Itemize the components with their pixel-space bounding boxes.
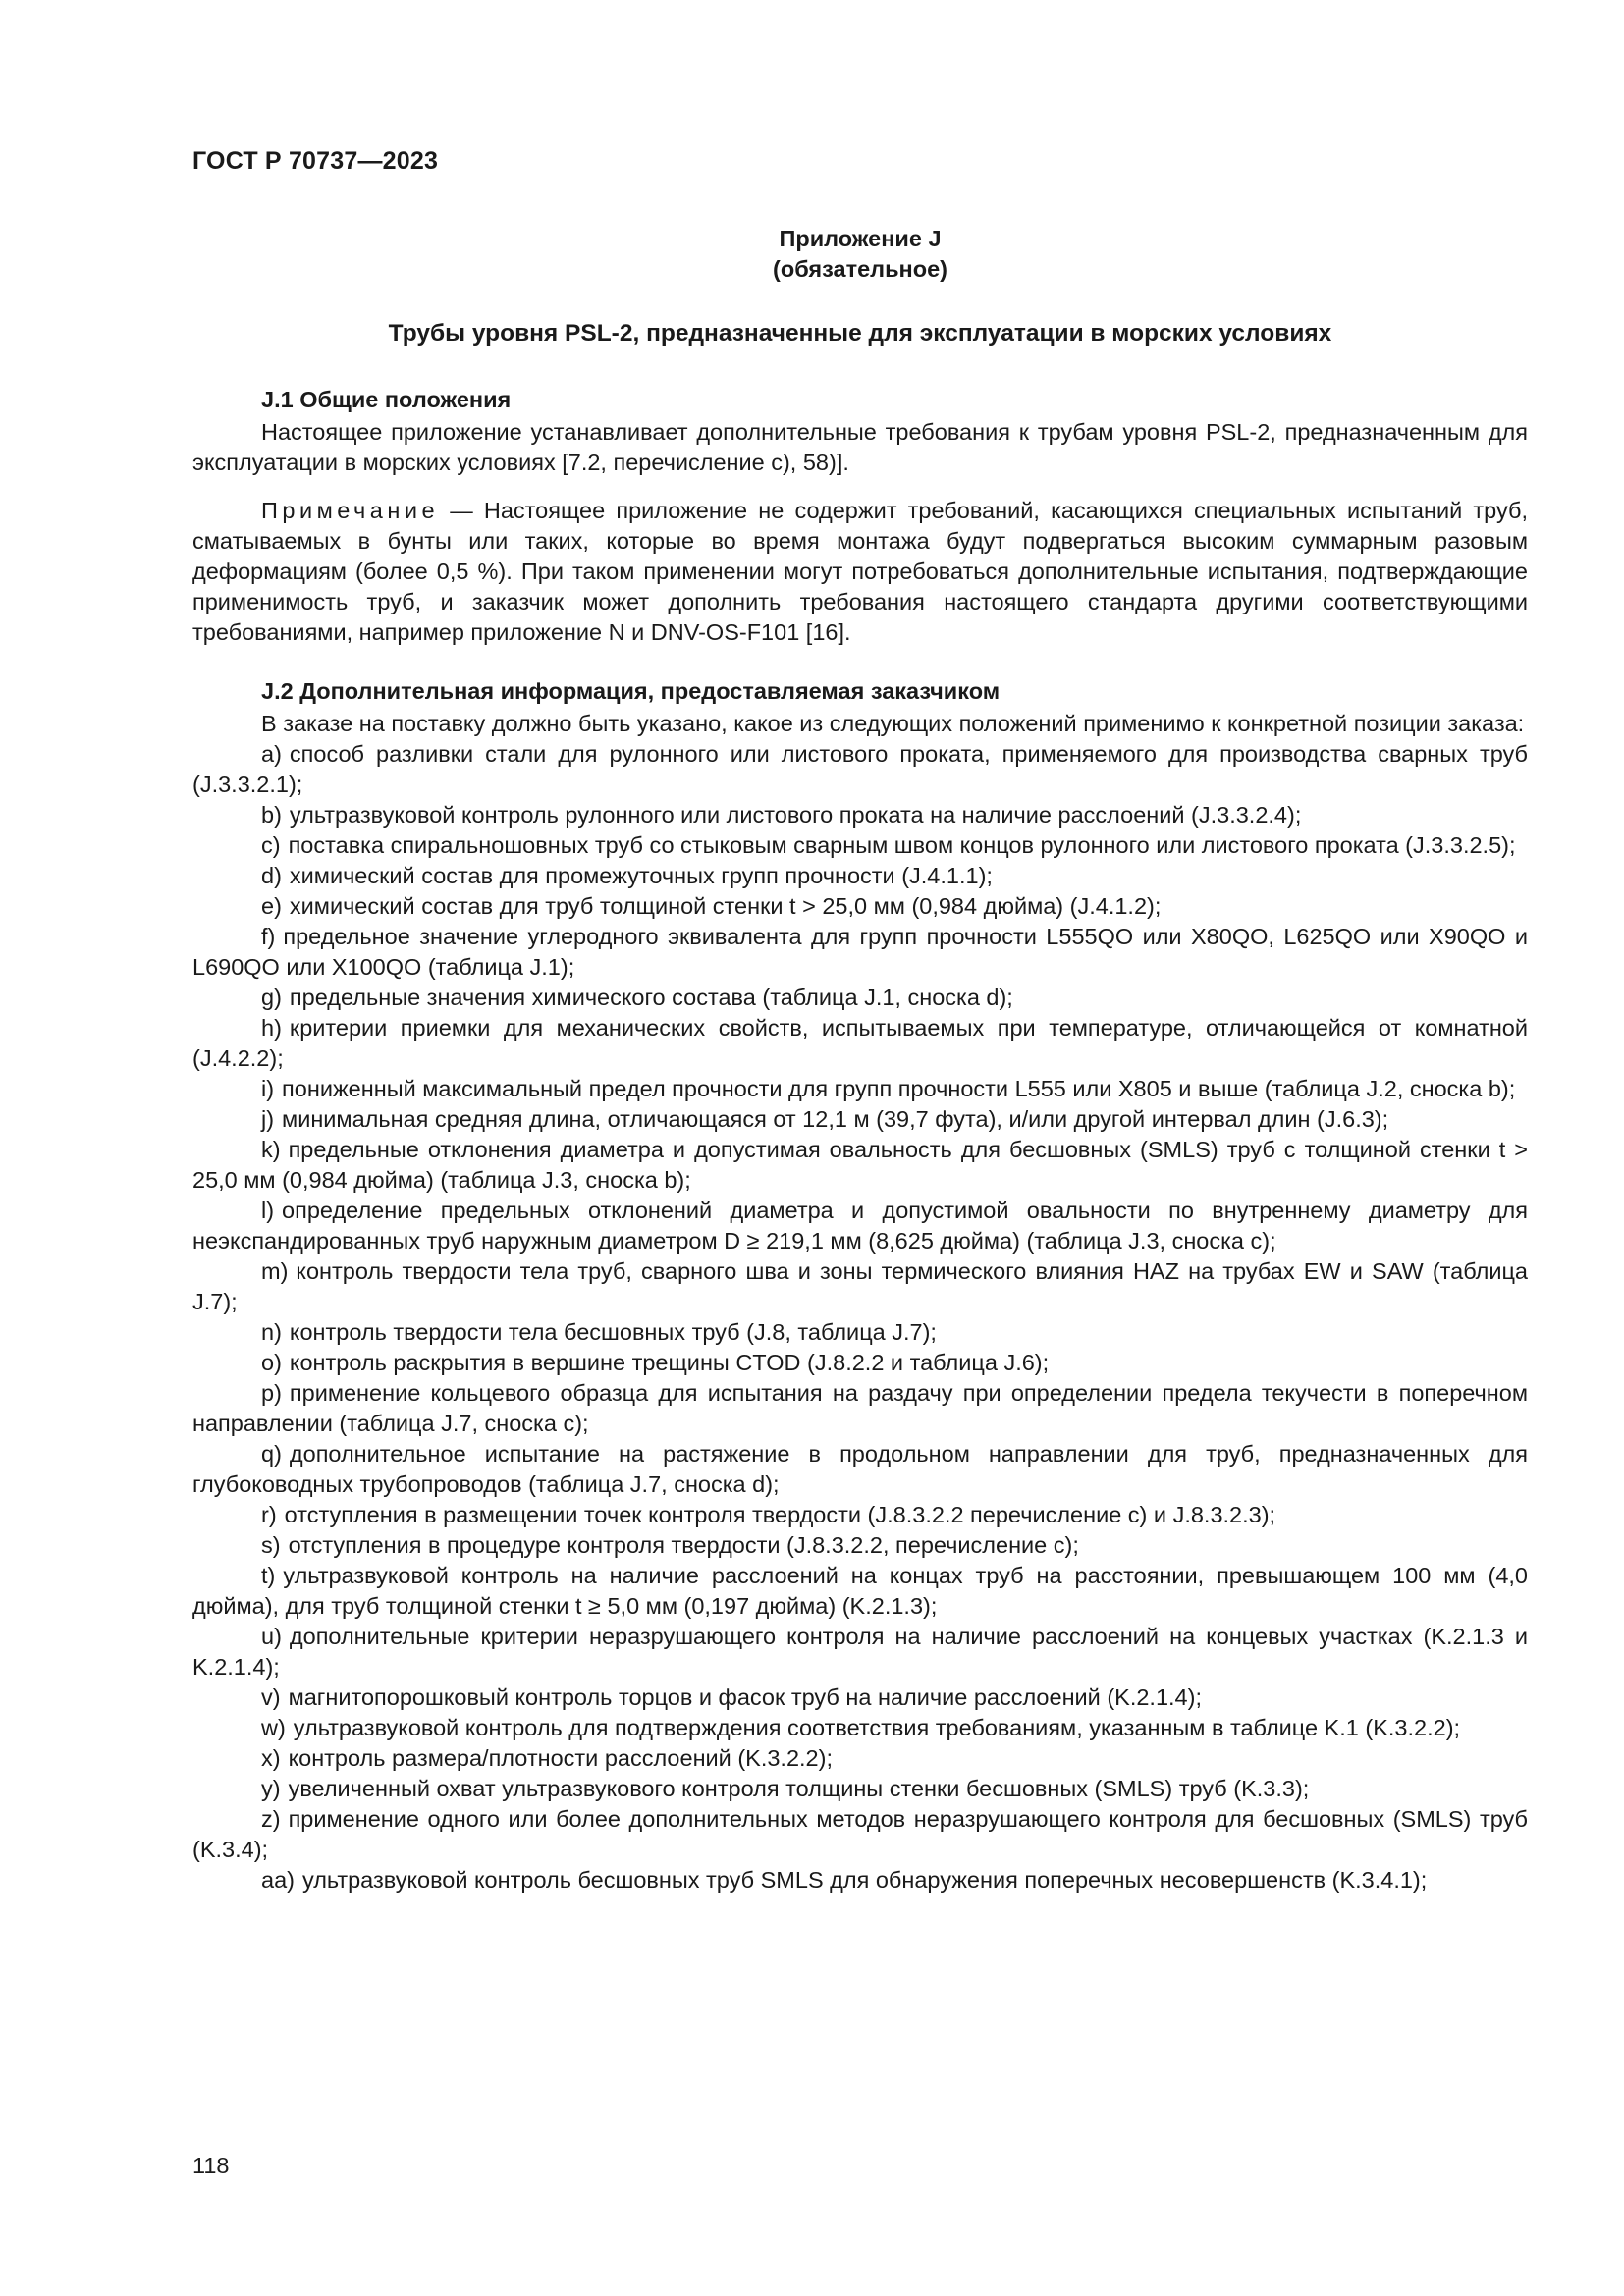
list-item [192,1348,1528,1378]
list-item [192,739,1528,800]
section-heading-j2: J.2 Дополнительная информация, предоставляемая заказчиком [261,678,1001,704]
document-id: ГОСТ Р 70737—2023 [192,147,439,175]
list-item-text: химический состав для труб толщиной стенки t > 25,0 мм (0,984 дюйма) (J.4.1.2); [289,893,1162,919]
list-marker: v) [261,1684,281,1710]
list-marker: u) [261,1624,282,1649]
list-item-text: поставка спиральношовных труб со стыковым сварным швом концов рулонного или листового проката (J.3.3.2.5); [288,832,1516,858]
list-marker: j) [261,1106,275,1132]
list-marker: r) [261,1502,277,1527]
list-item [192,891,1528,922]
list-item-text: дополнительное испытание на растяжение в продольном направлении для труб, предназначенных для глубоководных трубопроводов (таблица J.7, сноска d); [192,1441,1528,1497]
list-item-text: магнитопорошковый контроль торцов и фасок труб на наличие расслоений (K.2.1.4); [288,1684,1202,1710]
list-item-text: предельные отклонения диаметра и допустимая овальность для бесшовных (SMLS) труб с толщиной стенки t > 25,0 мм (0,984 дюйма) (таблица J.3, сноска b); [192,1137,1528,1193]
list-marker: a) [261,741,282,767]
list-marker: n) [261,1319,282,1345]
list-item [192,1439,1528,1500]
note-text: — Настоящее приложение не содержит требований, касающихся специальных испытаний труб, сматываемых в бунты или таких, которые во время монтажа будут подвергаться высоким суммарным разовым деформациям (более 0,5 %). При таком применении могут потребоваться дополнительные испытания, подтверждающие применимость труб, и заказчик может дополнить требования настоящего стандарта другими соответствующими требованиями, например приложение N и DNV-OS-F101 [16]. [192,498,1528,645]
list-item [192,1135,1528,1196]
list-item [192,1743,1528,1774]
page-body [192,224,1528,1896]
list-item-text: предельные значения химического состава (таблица J.1, сноска d); [289,985,1013,1010]
list-item [192,922,1528,983]
page-number: 118 [192,2153,230,2178]
list-marker: x) [261,1745,281,1771]
list-item [192,1622,1528,1682]
list-item [192,1713,1528,1743]
list-item-text: ультразвуковой контроль для подтверждения соответствия требованиям, указанным в таблице K.1 (K.3.2.2); [293,1715,1461,1740]
list-item [192,1530,1528,1561]
list-item-text: отступления в размещении точек контроля твердости (J.8.3.2.2 перечисление с) и J.8.3.2.3); [284,1502,1276,1527]
list-marker: z) [261,1806,281,1832]
list-marker: t) [261,1563,276,1588]
list-marker: c) [261,832,281,858]
list-marker: o) [261,1350,282,1375]
section-heading-j1: J.1 Общие положения [261,387,512,412]
list-item [192,1804,1528,1865]
list-item-text: ультразвуковой контроль бесшовных труб SMLS для обнаружения поперечных несовершенств (K.3.4.1); [301,1867,1428,1893]
list-marker: p) [261,1380,282,1406]
list-marker: l) [261,1198,275,1223]
list-item-text: пониженный максимальный предел прочности для групп прочности L555 или X805 и выше (таблица J.2, сноска b); [282,1076,1516,1101]
list-item-text: определение предельных отклонений диаметра и допустимой овальности по внутреннему диаметру для неэкспандированных труб наружным диаметром D ≥ 219,1 мм (8,625 дюйма) (таблица J.3, сноска с); [192,1198,1528,1254]
list-item [192,983,1528,1013]
list-marker: m) [261,1258,289,1284]
list-item-text: контроль твердости тела труб, сварного шва и зоны термического влияния HAZ на трубах EW и SAW (таблица J.7); [192,1258,1528,1314]
list-marker: f) [261,924,276,949]
list-marker: aa) [261,1867,295,1893]
list-marker: e) [261,893,282,919]
list-item-text: контроль твердости тела бесшовных труб (J.8, таблица J.7); [289,1319,937,1345]
list-item [192,1074,1528,1104]
annex-title: Приложение J [779,226,942,251]
list-item-text: предельное значение углеродного эквивалента для групп прочности L555QO или X80QO, L625QO или X90QO и L690QO или X100QO (таблица J.1); [192,924,1528,980]
list-item-text: отступления в процедуре контроля твердости (J.8.3.2.2, перечисление с); [288,1532,1079,1558]
list-item-text: способ разливки стали для рулонного или листового проката, применяемого для производства сварных труб (J.3.3.2.1); [192,741,1528,797]
list-item [192,800,1528,830]
list-marker: d) [261,863,282,888]
list-item-text: применение кольцевого образца для испытания на раздачу при определении предела текучести в поперечном направлении (таблица J.7, сноска с); [192,1380,1528,1436]
list-marker: i) [261,1076,275,1101]
list-item-text: дополнительные критерии неразрушающего контроля на наличие расслоений на концевых участках (K.2.1.3 и K.2.1.4); [192,1624,1528,1680]
list-item-text: увеличенный охват ультразвукового контроля толщины стенки бесшовных (SMLS) труб (K.3.3); [288,1776,1310,1801]
note-label: Примечание [261,498,440,523]
list-item-text: ультразвуковой контроль рулонного или листового проката на наличие расслоений (J.3.3.2.4); [289,802,1302,828]
list-item [192,1317,1528,1348]
list-item [192,1104,1528,1135]
list-item [192,861,1528,891]
list-item [192,1013,1528,1074]
list-item [192,1378,1528,1439]
section-j1-paragraph: Настоящее приложение устанавливает дополнительные требования к трубам уровня PSL-2, предназначенным для эксплуатации в морских условиях [7.2, перечисление с), 58)]. [192,419,1528,475]
annex-status: (обязательное) [773,256,947,282]
requirements-list [192,739,1528,1896]
list-item-text: критерии приемки для механических свойств, испытываемых при температуре, отличающейся от комнатной (J.4.2.2); [192,1015,1528,1071]
list-item-text: контроль раскрытия в вершине трещины CTOD (J.8.2.2 и таблица J.6); [289,1350,1050,1375]
list-item-text: применение одного или более дополнительных методов неразрушающего контроля для бесшовных (SMLS) труб (K.3.4); [192,1806,1528,1862]
list-item-text: минимальная средняя длина, отличающаяся от 12,1 м (39,7 фута), и/или другой интервал длин (J.6.3); [282,1106,1389,1132]
list-item [192,1561,1528,1622]
list-marker: h) [261,1015,282,1041]
list-item [192,1865,1528,1896]
list-marker: g) [261,985,282,1010]
list-item-text: химический состав для промежуточных групп прочности (J.4.1.1); [289,863,993,888]
list-item-text: контроль размера/плотности расслоений (K.3.2.2); [288,1745,833,1771]
list-item [192,1682,1528,1713]
list-item-text: ультразвуковой контроль на наличие расслоений на концах труб на расстоянии, превышающем 100 мм (4,0 дюйма), для труб толщиной стенки t ≥ 5,0 мм (0,197 дюйма) (K.2.1.3); [192,1563,1528,1619]
list-marker: b) [261,802,282,828]
list-marker: y) [261,1776,281,1801]
list-item [192,1256,1528,1317]
list-marker: w) [261,1715,286,1740]
annex-heading: Трубы уровня PSL-2, предназначенные для эксплуатации в морских условиях [388,320,1332,347]
list-item [192,1774,1528,1804]
list-marker: s) [261,1532,281,1558]
note-paragraph [192,496,1528,648]
list-item [192,830,1528,861]
list-item [192,1196,1528,1256]
list-item [192,1500,1528,1530]
section-j2-intro: В заказе на поставку должно быть указано, какое из следующих положений применимо к конкретной позиции заказа: [261,711,1525,736]
list-marker: q) [261,1441,282,1467]
list-marker: k) [261,1137,281,1162]
